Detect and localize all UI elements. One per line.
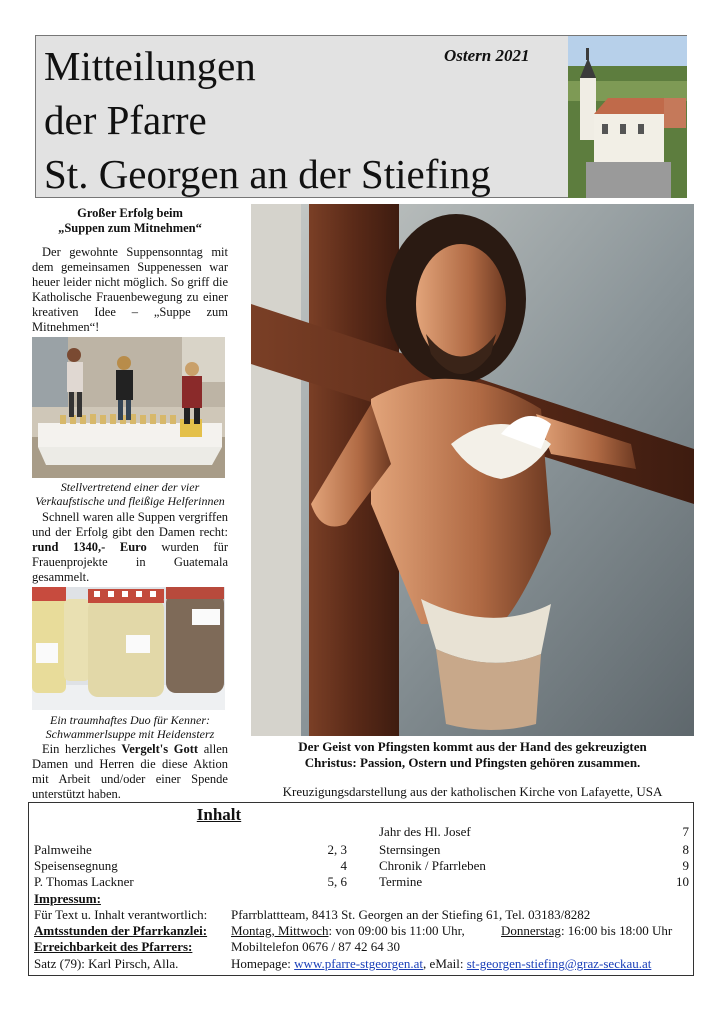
contents-title: Inhalt: [196, 805, 242, 824]
contents-item-sternsingen: Sternsingen: [379, 842, 441, 857]
article-column: [32, 206, 228, 335]
donation-amount: rund 1340,- Euro: [32, 540, 147, 554]
title-line-1: Mitteilungen: [44, 43, 256, 89]
imprint-heading: Impressum:: [34, 891, 101, 906]
email-link[interactable]: st-georgen-stiefing@graz-seckau.at: [466, 956, 652, 971]
paragraph-3-text-a: Ein herzliches: [42, 742, 116, 756]
contents-page-speisensegnung: 4: [340, 858, 347, 873]
church-photo: [568, 36, 687, 198]
email-label: , eMail:: [423, 956, 464, 971]
photo2-caption: [32, 713, 228, 741]
contents-page-josef: 7: [682, 824, 689, 839]
contents-item-chronik: Chronik / Pfarrleben: [379, 858, 486, 873]
crucifix-photo: [251, 204, 694, 736]
imprint-responsible-value: Pfarrblattteam, 8413 St. Georgen an der Stiefing 61, Tel. 03183/8282: [231, 907, 591, 922]
article-headline-2: „Suppen zum Mitnehmen“: [58, 221, 202, 235]
article-paragraph-2: [32, 510, 228, 585]
homepage-label: Homepage:: [231, 956, 291, 971]
office-hours-value-2: [501, 923, 672, 939]
contents-item-lackner: P. Thomas Lackner: [34, 874, 134, 889]
photo2-caption-line-1: Ein traumhaftes Duo für Kenner:: [50, 713, 210, 727]
office-hours-value: [231, 923, 465, 939]
contents-item-josef: Jahr des Hl. Josef: [379, 824, 471, 839]
typesetting-credit: Satz (79): Karl Pirsch, Alla.: [34, 956, 179, 971]
contents-page-lackner: 5, 6: [327, 874, 347, 889]
photo1-caption-line-2: Verkaufstische und fleißige Helferinnen: [35, 494, 225, 508]
soup-jars-photo: [32, 587, 225, 710]
contents-and-imprint-box: [28, 802, 694, 976]
masthead: [35, 35, 687, 198]
main-photo-source: Kreuzigungsdarstellung aus der katholischen Kirche von Lafayette, USA: [282, 784, 663, 799]
title-line-3: St. Georgen an der Stiefing: [44, 151, 491, 197]
paragraph-2-text-b: wurden für Frauenprojekte in Guatemala gesammelt.: [32, 540, 228, 584]
photo1-caption: [32, 480, 228, 508]
article-paragraph-1: Der gewohnte Suppensonntag mit dem gemeinsamen Suppenessen war heuer leider nicht möglich. So griff die Katholische Frauenbewegung zu einer kreativen Idee – „Suppe zum Mitnehmen“!: [32, 245, 228, 334]
article-headline-1: Großer Erfolg beim: [77, 206, 183, 220]
thanks-bold: Vergelt's Gott: [121, 742, 199, 756]
office-days-2: Donnerstag: [501, 923, 561, 938]
reachability-label: Erreichbarkeit des Pfarrers:: [34, 939, 193, 954]
office-time-1: : von 09:00 bis 11:00 Uhr,: [328, 923, 465, 938]
paragraph-2-text-a: Schnell waren alle Suppen vergriffen und der Erfolg gibt den Damen recht:: [32, 510, 228, 539]
soup-stand-photo: [32, 337, 225, 478]
photo2-caption-line-2: Schwammerlsuppe mit Heidensterz: [45, 727, 215, 741]
contact-links: [231, 956, 651, 972]
office-time-2: : 16:00 bis 18:00 Uhr: [560, 923, 673, 938]
photo1-caption-line-1: Stellvertretend einer der vier: [60, 480, 200, 494]
main-photo-caption: [251, 739, 694, 771]
homepage-link[interactable]: www.pfarre-stgeorgen.at: [294, 956, 424, 971]
contents-page-termine: 10: [676, 874, 689, 889]
contents-page-chronik: 9: [682, 858, 689, 873]
paragraph-3-text-b: allen Damen und Herren die diese Aktion mit Arbeit und/oder einer Spende unterstützt haben.: [32, 742, 228, 801]
imprint-responsible-label: Für Text u. Inhalt verantwortlich:: [34, 907, 208, 922]
reachability-value: Mobiltelefon 0676 / 87 42 64 30: [231, 939, 400, 954]
article-paragraph-3: [32, 742, 228, 802]
office-hours-label: Amtsstunden der Pfarrkanzlei:: [34, 923, 208, 938]
contents-item-termine: Termine: [379, 874, 423, 889]
contents-page-palmweihe: 2, 3: [327, 842, 347, 857]
main-caption-line-1: Der Geist von Pfingsten kommt aus der Hand des gekreuzigten: [298, 739, 647, 754]
main-caption-line-2: Christus: Passion, Ostern und Pfingsten gehören zusammen.: [304, 755, 641, 770]
edition-label: Ostern 2021: [444, 46, 530, 65]
contents-item-palmweihe: Palmweihe: [34, 842, 92, 857]
title-line-2: der Pfarre: [44, 97, 207, 143]
contents-page-sternsingen: 8: [682, 842, 689, 857]
office-days-1: Montag, Mittwoch: [231, 923, 329, 938]
contents-item-speisensegnung: Speisensegnung: [34, 858, 118, 873]
